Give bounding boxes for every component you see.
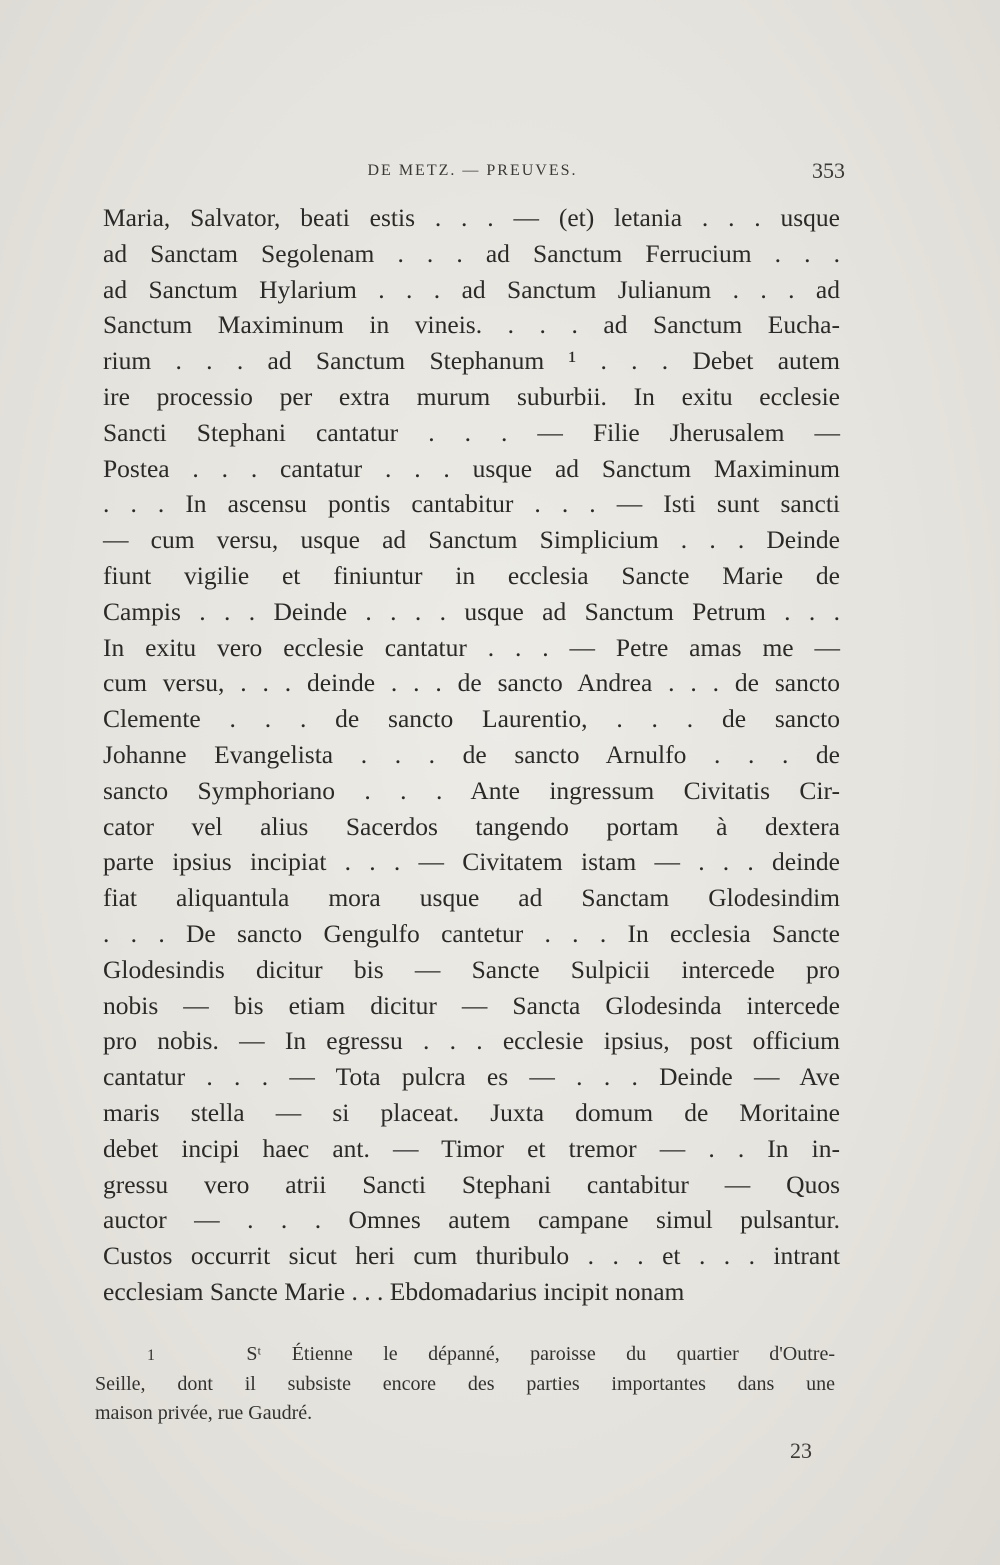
text-line: Postea . . . cantatur . . . usque ad Sanctum Maximinum — [103, 453, 840, 483]
text-line: cator vel alius Sacerdos tangendo portam à dextera — [103, 811, 840, 841]
text-line: Maria, Salvator, beati estis . . . — (et) letania . . . usque — [103, 203, 840, 232]
text-line: debet incipi haec ant. — Timor et tremor — . . In in- — [103, 1133, 840, 1163]
main-text — [103, 200, 840, 1310]
text-line: . . . De sancto Gengulfo cantetur . . . In ecclesia Sancte — [103, 918, 840, 948]
text-line: Clemente . . . de sancto Laurentio, . . . de sancto — [103, 704, 840, 734]
text-line: Glodesindis dicitur bis — Sancte Sulpicii intercede pro — [103, 954, 840, 984]
footnote-line: Seille, dont il subsiste encore des parties importantes dans une — [95, 1373, 835, 1395]
text-line: gressu vero atrii Sancti Stephani cantabitur — Quos — [103, 1169, 840, 1199]
text-line: Custos occurrit sicut heri cum thuribulo . . . et . . . intrant — [103, 1241, 840, 1271]
text-line: ire processio per extra murum suburbii. In exitu ecclesie — [103, 381, 840, 411]
text-line: ad Sanctam Segolenam . . . ad Sanctum Ferrucium . . . — [103, 238, 840, 268]
footnote-line: maison privée, rue Gaudré. — [95, 1402, 313, 1424]
footnote-line — [95, 1340, 835, 1370]
text-line: pro nobis. — In egressu . . . ecclesie ipsius, post officium — [103, 1026, 840, 1056]
page-number: 353 — [812, 158, 845, 183]
text-line: — cum versu, usque ad Sanctum Simplicium . . . Deinde — [103, 525, 840, 555]
footnote — [95, 1340, 835, 1428]
text-line: maris stella — si placeat. Juxta domum de Moritaine — [103, 1097, 840, 1127]
text-line: fiunt vigilie et finiuntur in ecclesia Sancte Marie de — [103, 560, 840, 590]
text-line: cantatur . . . — Tota pulcra es — . . . Deinde — Ave — [103, 1062, 840, 1092]
text-line: ecclesiam Sancte Marie . . . Ebdomadarius incipit nonam — [103, 1276, 685, 1306]
text-line: parte ipsius incipiat . . . — Civitatem istam — . . . deinde — [103, 847, 840, 877]
footnote-marker: 1 — [147, 1347, 155, 1364]
text-line: In exitu vero ecclesie cantatur . . . — Petre amas me — — [103, 632, 840, 662]
text-line: rium . . . ad Sanctum Stephanum ¹ . . . Debet autem — [103, 346, 840, 376]
text-line: Johanne Evangelista . . . de sancto Arnulfo . . . de — [103, 739, 840, 769]
text-line: auctor — . . . Omnes autem campane simul pulsantur. — [103, 1205, 840, 1235]
text-line: fiat aliquantula mora usque ad Sanctam Glodesindim — [103, 883, 840, 913]
signature-mark: 23 — [790, 1438, 812, 1463]
text-line: Sancti Stephani cantatur . . . — Filie Jherusalem — — [103, 417, 840, 447]
footnote-text: Sᵗ Étienne le dépanné, paroisse du quartier d'Outre- — [246, 1343, 835, 1365]
page-header — [100, 158, 845, 188]
text-line: Sanctum Maximinum in vineis. . . . ad Sanctum Eucha- — [103, 310, 840, 340]
text-line: . . . In ascensu pontis cantabitur . . . — Isti sunt sancti — [103, 489, 840, 519]
running-title: DE METZ. — PREUVES. — [367, 162, 578, 179]
text-line: cum versu, . . . deinde . . . de sancto Andrea . . . de sancto — [103, 668, 840, 698]
text-line: sancto Symphoriano . . . Ante ingressum Civitatis Cir- — [103, 775, 840, 805]
text-line: ad Sanctum Hylarium . . . ad Sanctum Julianum . . . ad — [103, 274, 840, 304]
text-line: Campis . . . Deinde . . . . usque ad Sanctum Petrum . . . — [103, 596, 840, 626]
text-line: nobis — bis etiam dicitur — Sancta Glodesinda intercede — [103, 990, 840, 1020]
